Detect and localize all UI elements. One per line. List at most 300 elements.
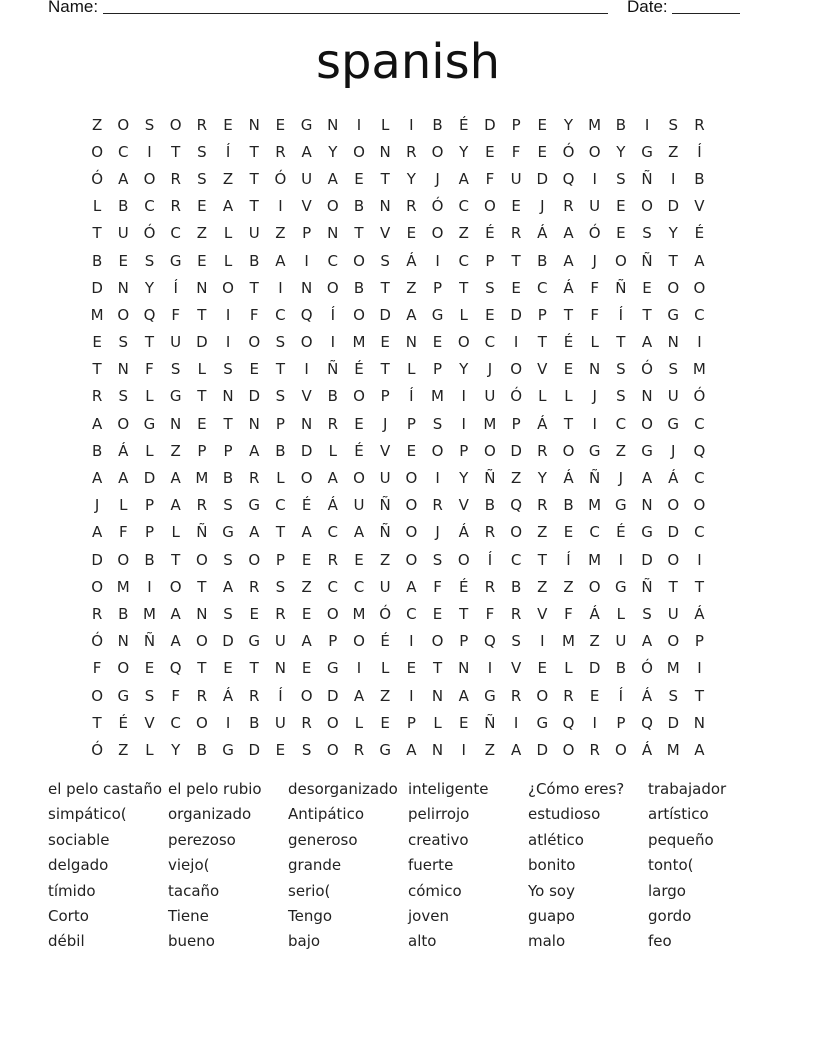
grid-letter[interactable]: S: [668, 115, 678, 134]
grid-letter[interactable]: S: [275, 387, 286, 406]
grid-letter[interactable]: J: [435, 169, 440, 188]
grid-letter[interactable]: U: [667, 604, 679, 623]
grid-letter[interactable]: Y: [668, 224, 678, 243]
grid-letter[interactable]: T: [249, 197, 259, 216]
grid-letter[interactable]: G: [667, 305, 680, 324]
grid-letter[interactable]: M: [692, 360, 706, 379]
grid-letter[interactable]: Á: [118, 441, 129, 460]
grid-letter[interactable]: I: [671, 169, 676, 188]
grid-letter[interactable]: C: [275, 305, 286, 324]
grid-letter[interactable]: R: [510, 686, 522, 705]
grid-letter[interactable]: O: [457, 550, 470, 569]
grid-letter[interactable]: T: [642, 305, 652, 324]
grid-letter[interactable]: Ñ: [196, 523, 208, 542]
grid-letter[interactable]: Á: [222, 686, 234, 705]
grid-letter[interactable]: T: [694, 686, 704, 705]
grid-letter[interactable]: N: [379, 197, 391, 216]
grid-letter[interactable]: U: [170, 333, 182, 352]
grid-letter[interactable]: T: [616, 333, 626, 352]
grid-letter[interactable]: I: [330, 333, 335, 352]
grid-letter[interactable]: T: [537, 550, 547, 569]
grid-letter[interactable]: P: [511, 414, 521, 433]
grid-letter[interactable]: R: [432, 496, 443, 515]
grid-letter[interactable]: D: [667, 713, 679, 732]
grid-letter[interactable]: J: [671, 441, 676, 460]
grid-letter[interactable]: I: [513, 333, 519, 352]
grid-letter[interactable]: Y: [616, 142, 626, 161]
grid-letter[interactable]: F: [249, 305, 259, 324]
grid-letter[interactable]: P: [459, 441, 469, 460]
grid-letter[interactable]: S: [432, 550, 443, 569]
grid-letter[interactable]: Í: [225, 142, 231, 161]
grid-letter[interactable]: J: [382, 414, 388, 433]
grid-letter[interactable]: G: [615, 577, 627, 596]
grid-letter[interactable]: Y: [406, 169, 416, 188]
grid-letter[interactable]: A: [641, 469, 653, 488]
grid-letter[interactable]: E: [275, 115, 286, 134]
grid-letter[interactable]: J: [592, 251, 597, 270]
grid-letter[interactable]: M: [483, 414, 497, 433]
grid-letter[interactable]: É: [380, 632, 390, 651]
grid-letter[interactable]: S: [197, 169, 207, 188]
grid-letter[interactable]: O: [91, 577, 103, 596]
grid-letter[interactable]: V: [144, 713, 155, 732]
grid-letter[interactable]: N: [170, 414, 182, 433]
grid-letter[interactable]: E: [589, 686, 600, 705]
grid-letter[interactable]: A: [353, 523, 365, 542]
grid-letter[interactable]: U: [353, 496, 365, 515]
name-blank-line[interactable]: [103, 13, 608, 14]
grid-letter[interactable]: A: [327, 469, 338, 488]
grid-letter[interactable]: N: [431, 686, 444, 705]
grid-letter[interactable]: Á: [327, 496, 338, 515]
grid-letter[interactable]: D: [91, 550, 103, 569]
grid-letter[interactable]: G: [641, 441, 653, 460]
grid-letter[interactable]: O: [667, 632, 680, 651]
grid-letter[interactable]: I: [592, 713, 597, 732]
grid-letter[interactable]: J: [592, 387, 597, 406]
grid-letter[interactable]: M: [666, 659, 680, 678]
grid-letter[interactable]: Z: [301, 577, 312, 596]
grid-letter[interactable]: Q: [562, 169, 575, 188]
grid-letter[interactable]: A: [353, 686, 365, 705]
grid-letter[interactable]: P: [406, 414, 416, 433]
grid-letter[interactable]: N: [274, 659, 287, 678]
grid-letter[interactable]: V: [694, 197, 705, 216]
grid-letter[interactable]: Ó: [91, 740, 103, 759]
grid-letter[interactable]: O: [588, 142, 601, 161]
grid-letter[interactable]: O: [326, 713, 339, 732]
grid-letter[interactable]: O: [326, 604, 339, 623]
grid-letter[interactable]: O: [195, 632, 208, 651]
grid-letter[interactable]: E: [354, 414, 364, 433]
grid-letter[interactable]: T: [511, 251, 521, 270]
grid-letter[interactable]: D: [536, 740, 549, 759]
grid-letter[interactable]: T: [432, 659, 443, 678]
grid-letter[interactable]: Ó: [274, 169, 287, 188]
grid-letter[interactable]: R: [91, 387, 103, 406]
grid-letter[interactable]: P: [144, 523, 154, 542]
grid-letter[interactable]: P: [616, 713, 626, 732]
grid-letter[interactable]: O: [405, 550, 418, 569]
grid-letter[interactable]: E: [432, 333, 443, 352]
grid-letter[interactable]: T: [249, 659, 259, 678]
grid-letter[interactable]: N: [379, 142, 391, 161]
grid-letter[interactable]: N: [117, 360, 129, 379]
grid-letter[interactable]: O: [588, 577, 601, 596]
grid-letter[interactable]: Z: [484, 740, 496, 759]
grid-letter[interactable]: O: [667, 278, 680, 297]
grid-letter[interactable]: N: [248, 115, 260, 134]
grid-letter[interactable]: Á: [589, 604, 600, 623]
grid-letter[interactable]: N: [300, 278, 313, 297]
grid-letter[interactable]: C: [458, 251, 469, 270]
grid-letter[interactable]: Ñ: [641, 577, 653, 596]
grid-letter[interactable]: M: [195, 469, 209, 488]
grid-letter[interactable]: Z: [380, 550, 391, 569]
grid-letter[interactable]: U: [379, 577, 391, 596]
grid-letter[interactable]: Q: [562, 713, 575, 732]
grid-letter[interactable]: Q: [510, 496, 522, 515]
grid-letter[interactable]: Ñ: [484, 713, 496, 732]
grid-letter[interactable]: É: [354, 360, 364, 379]
grid-letter[interactable]: R: [694, 115, 705, 134]
grid-letter[interactable]: Á: [537, 224, 548, 243]
grid-letter[interactable]: L: [538, 387, 547, 406]
grid-letter[interactable]: O: [326, 740, 339, 759]
grid-letter[interactable]: S: [616, 387, 626, 406]
grid-letter[interactable]: T: [92, 224, 102, 243]
grid-letter[interactable]: B: [353, 197, 365, 216]
grid-letter[interactable]: N: [589, 360, 601, 379]
grid-letter[interactable]: P: [511, 115, 521, 134]
grid-letter[interactable]: S: [616, 169, 626, 188]
grid-letter[interactable]: A: [170, 632, 181, 651]
grid-letter[interactable]: D: [196, 333, 208, 352]
grid-letter[interactable]: B: [275, 441, 286, 460]
grid-letter[interactable]: T: [92, 360, 102, 379]
grid-letter[interactable]: P: [144, 496, 154, 515]
grid-letter[interactable]: A: [118, 169, 129, 188]
grid-letter[interactable]: O: [353, 387, 365, 406]
grid-letter[interactable]: B: [118, 604, 129, 623]
grid-letter[interactable]: A: [222, 577, 234, 596]
grid-letter[interactable]: O: [431, 632, 444, 651]
grid-letter[interactable]: F: [511, 142, 521, 161]
grid-letter[interactable]: O: [91, 686, 103, 705]
grid-letter[interactable]: D: [379, 305, 391, 324]
grid-letter[interactable]: L: [564, 387, 573, 406]
grid-letter[interactable]: B: [694, 169, 705, 188]
grid-letter[interactable]: N: [327, 115, 339, 134]
grid-letter[interactable]: B: [249, 713, 260, 732]
grid-letter[interactable]: C: [484, 333, 496, 352]
grid-letter[interactable]: B: [510, 577, 522, 596]
grid-letter[interactable]: Ó: [431, 197, 444, 216]
grid-letter[interactable]: O: [353, 142, 365, 161]
grid-letter[interactable]: L: [92, 197, 102, 216]
grid-letter[interactable]: I: [592, 169, 597, 188]
grid-letter[interactable]: A: [694, 251, 705, 270]
grid-letter[interactable]: G: [431, 305, 444, 324]
grid-letter[interactable]: D: [536, 169, 549, 188]
grid-letter[interactable]: T: [459, 604, 469, 623]
grid-letter[interactable]: Y: [459, 469, 469, 488]
grid-letter[interactable]: Á: [537, 414, 548, 433]
grid-letter[interactable]: B: [91, 441, 103, 460]
grid-letter[interactable]: E: [223, 659, 233, 678]
grid-letter[interactable]: E: [563, 360, 574, 379]
grid-letter[interactable]: U: [484, 387, 496, 406]
grid-letter[interactable]: Z: [118, 740, 129, 759]
grid-letter[interactable]: G: [588, 441, 601, 460]
grid-letter[interactable]: M: [588, 496, 602, 515]
grid-letter[interactable]: P: [537, 305, 547, 324]
grid-letter[interactable]: Q: [641, 713, 653, 732]
grid-letter[interactable]: I: [592, 414, 597, 433]
grid-letter[interactable]: R: [170, 169, 181, 188]
grid-letter[interactable]: T: [92, 713, 102, 732]
grid-letter[interactable]: B: [118, 197, 129, 216]
grid-letter[interactable]: J: [435, 523, 440, 542]
grid-letter[interactable]: E: [301, 659, 312, 678]
grid-letter[interactable]: N: [196, 278, 208, 297]
grid-letter[interactable]: T: [275, 360, 285, 379]
grid-letter[interactable]: O: [117, 305, 130, 324]
grid-letter[interactable]: O: [143, 169, 156, 188]
grid-letter[interactable]: A: [406, 740, 417, 759]
grid-letter[interactable]: A: [249, 523, 260, 542]
grid-letter[interactable]: D: [248, 740, 260, 759]
grid-letter[interactable]: Á: [406, 251, 417, 270]
grid-letter[interactable]: É: [616, 523, 626, 542]
grid-letter[interactable]: I: [461, 414, 466, 433]
grid-letter[interactable]: L: [276, 469, 285, 488]
grid-letter[interactable]: R: [91, 604, 103, 623]
grid-letter[interactable]: P: [223, 441, 233, 460]
grid-letter[interactable]: Ó: [641, 659, 653, 678]
grid-letter[interactable]: L: [564, 659, 573, 678]
grid-letter[interactable]: D: [143, 469, 156, 488]
grid-letter[interactable]: M: [352, 333, 366, 352]
grid-letter[interactable]: Z: [222, 169, 234, 188]
grid-letter[interactable]: C: [144, 197, 155, 216]
grid-letter[interactable]: Q: [693, 441, 706, 460]
grid-letter[interactable]: P: [485, 251, 495, 270]
grid-letter[interactable]: M: [561, 632, 575, 651]
grid-letter[interactable]: E: [537, 115, 548, 134]
grid-letter[interactable]: C: [327, 577, 339, 596]
grid-letter[interactable]: T: [249, 142, 259, 161]
grid-letter[interactable]: C: [327, 251, 339, 270]
grid-letter[interactable]: O: [248, 550, 261, 569]
grid-letter[interactable]: O: [405, 469, 418, 488]
grid-letter[interactable]: L: [380, 659, 390, 678]
grid-letter[interactable]: Y: [459, 142, 469, 161]
grid-letter[interactable]: Ó: [91, 169, 103, 188]
grid-letter[interactable]: G: [222, 740, 234, 759]
grid-letter[interactable]: T: [223, 414, 233, 433]
grid-letter[interactable]: T: [197, 577, 207, 596]
grid-letter[interactable]: Ó: [562, 142, 575, 161]
grid-letter[interactable]: U: [301, 169, 313, 188]
grid-letter[interactable]: N: [196, 604, 208, 623]
grid-letter[interactable]: R: [170, 197, 181, 216]
grid-letter[interactable]: L: [590, 333, 599, 352]
grid-letter[interactable]: E: [380, 333, 390, 352]
grid-letter[interactable]: F: [590, 278, 599, 297]
grid-letter[interactable]: L: [197, 360, 207, 379]
grid-letter[interactable]: A: [301, 142, 312, 161]
grid-letter[interactable]: Ó: [379, 604, 392, 623]
grid-letter[interactable]: P: [302, 224, 312, 243]
grid-letter[interactable]: I: [356, 115, 362, 134]
grid-letter[interactable]: A: [641, 632, 653, 651]
grid-letter[interactable]: E: [642, 278, 652, 297]
grid-letter[interactable]: R: [537, 441, 548, 460]
grid-letter[interactable]: R: [510, 604, 522, 623]
grid-letter[interactable]: P: [328, 632, 338, 651]
grid-letter[interactable]: N: [405, 333, 417, 352]
grid-letter[interactable]: F: [433, 577, 442, 596]
grid-letter[interactable]: E: [249, 360, 259, 379]
grid-letter[interactable]: I: [435, 251, 440, 270]
grid-letter[interactable]: T: [249, 169, 259, 188]
grid-letter[interactable]: O: [562, 441, 575, 460]
grid-letter[interactable]: F: [564, 604, 573, 623]
grid-letter[interactable]: B: [484, 496, 496, 515]
grid-letter[interactable]: E: [485, 142, 495, 161]
grid-letter[interactable]: T: [668, 577, 678, 596]
grid-letter[interactable]: Í: [330, 305, 335, 324]
grid-letter[interactable]: I: [618, 550, 624, 569]
grid-letter[interactable]: Í: [487, 550, 493, 569]
grid-letter[interactable]: R: [327, 414, 338, 433]
grid-letter[interactable]: N: [300, 414, 313, 433]
grid-letter[interactable]: N: [117, 632, 129, 651]
grid-letter[interactable]: P: [197, 441, 207, 460]
grid-letter[interactable]: É: [118, 713, 129, 732]
grid-letter[interactable]: O: [693, 496, 706, 515]
grid-letter[interactable]: O: [641, 414, 653, 433]
grid-letter[interactable]: I: [461, 387, 466, 406]
grid-letter[interactable]: G: [143, 414, 156, 433]
grid-letter[interactable]: G: [300, 115, 313, 134]
grid-letter[interactable]: O: [326, 278, 339, 297]
grid-letter[interactable]: S: [668, 360, 678, 379]
grid-letter[interactable]: E: [511, 278, 521, 297]
grid-letter[interactable]: Í: [618, 686, 624, 705]
grid-letter[interactable]: B: [615, 659, 626, 678]
grid-letter[interactable]: R: [563, 686, 574, 705]
grid-letter[interactable]: Ñ: [484, 469, 496, 488]
grid-letter[interactable]: M: [90, 305, 104, 324]
grid-letter[interactable]: M: [431, 387, 444, 406]
grid-letter[interactable]: E: [616, 197, 626, 216]
grid-letter[interactable]: O: [326, 197, 339, 216]
grid-letter[interactable]: I: [278, 197, 283, 216]
grid-letter[interactable]: E: [301, 604, 312, 623]
grid-letter[interactable]: D: [327, 686, 339, 705]
grid-letter[interactable]: Ó: [510, 387, 522, 406]
grid-letter[interactable]: Q: [169, 659, 182, 678]
grid-letter[interactable]: C: [694, 523, 705, 542]
grid-letter[interactable]: Y: [563, 115, 574, 134]
grid-letter[interactable]: A: [458, 686, 469, 705]
grid-letter[interactable]: E: [118, 251, 129, 270]
grid-letter[interactable]: O: [614, 251, 627, 270]
grid-letter[interactable]: O: [300, 333, 313, 352]
grid-letter[interactable]: S: [197, 142, 207, 161]
grid-letter[interactable]: Z: [668, 142, 679, 161]
grid-letter[interactable]: U: [667, 387, 679, 406]
grid-letter[interactable]: C: [327, 523, 339, 542]
grid-letter[interactable]: I: [409, 632, 414, 651]
grid-letter[interactable]: A: [406, 577, 417, 596]
grid-letter[interactable]: Q: [143, 305, 156, 324]
grid-letter[interactable]: E: [144, 659, 155, 678]
grid-letter[interactable]: V: [380, 224, 391, 243]
grid-letter[interactable]: C: [510, 550, 522, 569]
grid-letter[interactable]: Á: [694, 604, 705, 623]
grid-letter[interactable]: O: [117, 550, 130, 569]
grid-letter[interactable]: G: [379, 740, 391, 759]
grid-letter[interactable]: O: [300, 686, 313, 705]
grid-letter[interactable]: N: [693, 713, 706, 732]
grid-letter[interactable]: É: [694, 224, 705, 243]
grid-letter[interactable]: M: [142, 604, 156, 623]
grid-letter[interactable]: L: [433, 713, 442, 732]
grid-letter[interactable]: R: [537, 496, 548, 515]
grid-letter[interactable]: P: [380, 387, 390, 406]
grid-letter[interactable]: T: [171, 550, 181, 569]
grid-letter[interactable]: E: [197, 414, 207, 433]
grid-letter[interactable]: S: [144, 251, 155, 270]
grid-letter[interactable]: P: [275, 550, 285, 569]
grid-letter[interactable]: V: [537, 360, 548, 379]
grid-letter[interactable]: T: [144, 333, 155, 352]
grid-letter[interactable]: Á: [668, 469, 679, 488]
grid-letter[interactable]: E: [354, 169, 364, 188]
grid-letter[interactable]: R: [301, 713, 312, 732]
grid-letter[interactable]: J: [618, 469, 624, 488]
grid-letter[interactable]: Ñ: [143, 632, 156, 651]
grid-letter[interactable]: M: [588, 550, 602, 569]
grid-letter[interactable]: I: [697, 550, 702, 569]
grid-letter[interactable]: Z: [380, 686, 391, 705]
grid-letter[interactable]: T: [563, 414, 574, 433]
grid-letter[interactable]: F: [590, 305, 599, 324]
grid-letter[interactable]: V: [380, 441, 391, 460]
grid-letter[interactable]: S: [301, 740, 312, 759]
grid-letter[interactable]: D: [484, 115, 496, 134]
grid-letter[interactable]: F: [485, 169, 495, 188]
grid-letter[interactable]: Á: [563, 278, 574, 297]
grid-letter[interactable]: Ó: [143, 224, 156, 243]
grid-letter[interactable]: S: [144, 115, 155, 134]
grid-letter[interactable]: O: [667, 550, 680, 569]
grid-letter[interactable]: E: [432, 604, 443, 623]
grid-letter[interactable]: G: [222, 523, 234, 542]
grid-letter[interactable]: J: [94, 496, 100, 515]
grid-letter[interactable]: V: [458, 496, 469, 515]
grid-letter[interactable]: N: [667, 333, 679, 352]
grid-letter[interactable]: L: [145, 387, 154, 406]
grid-letter[interactable]: C: [170, 224, 181, 243]
grid-letter[interactable]: R: [484, 523, 496, 542]
grid-letter[interactable]: T: [694, 577, 704, 596]
grid-letter[interactable]: О: [536, 686, 549, 705]
